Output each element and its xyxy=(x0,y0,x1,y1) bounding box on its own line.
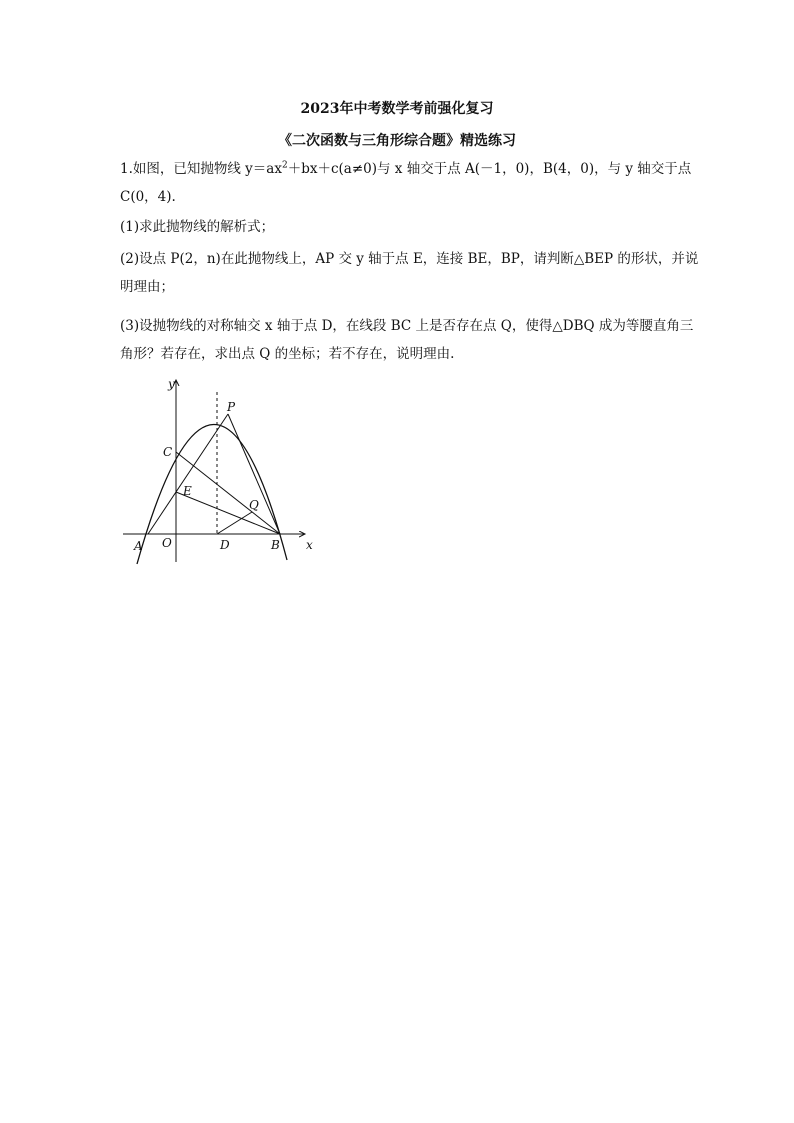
label-x: x xyxy=(306,538,313,552)
label-y: y xyxy=(168,377,175,391)
parabola-curve xyxy=(137,424,287,564)
document-subtitle: 《二次函数与三角形综合题》精选练习 xyxy=(278,133,516,149)
stem-superscript: 2 xyxy=(281,160,288,171)
label-P: P xyxy=(227,400,236,414)
segment-AP xyxy=(148,414,228,534)
document-title: 2023年中考数学考前强化复习 xyxy=(300,101,494,117)
question-part-2: (2)设点 P(2，n)在此抛物线上，AP 交 y 轴于点 E，连接 BE，BP，请判断△BEP 的形状，并说明理由； xyxy=(120,251,699,295)
label-O: O xyxy=(162,536,172,550)
label-A: A xyxy=(134,539,143,553)
question-part-3: (3)设抛物线的对称轴交 x 轴于点 D，在线段 BC 上是否存在点 Q，使得△DBQ 成为等腰直角三角形？若存在，求出点 Q 的坐标；若不存在，说明理由. xyxy=(120,318,694,362)
question-part-1: (1)求此抛物线的解析式； xyxy=(120,219,275,235)
label-Q: Q xyxy=(249,498,259,512)
parabola-triangle-figure xyxy=(115,372,330,567)
label-B: B xyxy=(271,538,280,552)
question-stem xyxy=(120,155,700,211)
label-C: C xyxy=(163,445,173,459)
stem-part-b: ＋bx＋c(a≠0)与 x 轴交于点 A(－1，0)，B(4，0)，与 y 轴交于点 C(0，4). xyxy=(120,161,692,205)
stem-part-a: 1.如图，已知抛物线 y＝ax xyxy=(120,161,282,177)
label-E: E xyxy=(183,484,192,498)
label-D: D xyxy=(220,538,230,552)
